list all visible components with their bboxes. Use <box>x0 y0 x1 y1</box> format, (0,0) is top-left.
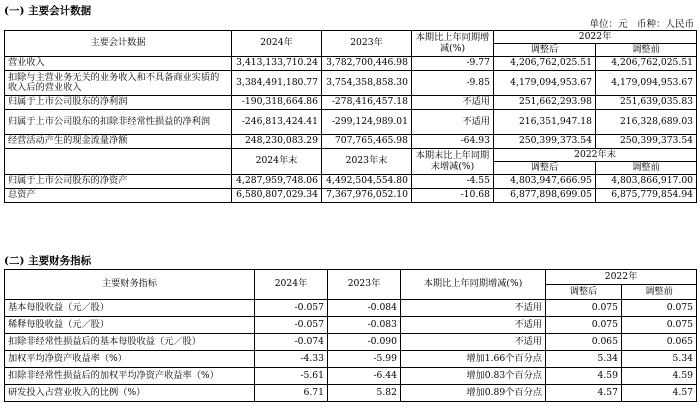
cell-adjusted: 4.57 <box>546 385 622 402</box>
header-before: 调整前 <box>596 44 697 57</box>
cell-adjusted: 251,662,293.98 <box>494 96 596 110</box>
cell-change: 增加0.83个百分点 <box>401 368 546 385</box>
cell-2024: 6.71 <box>255 385 328 402</box>
row-label: 归属于上市公司股东的净利润 <box>5 96 232 110</box>
cell-2024: -0.057 <box>255 317 328 334</box>
row-label: 归属于上市公司股东的扣除非经常性损益的净利润 <box>5 110 232 135</box>
header-change: 本期比上年同期增减(%) <box>412 31 494 57</box>
table-header-row-end <box>5 149 697 162</box>
row-label: 归属于上市公司股东的净资产 <box>5 175 232 189</box>
row-label: 扣除与主营业务无关的业务收入和不具备商业实质的收入后的营业收入 <box>5 71 232 96</box>
cell-2023: 4,492,504,554.80 <box>322 175 412 189</box>
header-2022-end: 2022年末 <box>494 149 697 162</box>
header-change: 本期比上年同期增减(%) <box>401 270 546 300</box>
row-label: 研发投入占营业收入的比例（%） <box>5 385 255 402</box>
cell-adjusted: 250,399,373.54 <box>494 135 596 149</box>
table-row <box>5 110 697 135</box>
header-adjusted: 调整后 <box>546 285 622 300</box>
cell-before: 4.59 <box>622 368 697 385</box>
accounting-data-table <box>4 30 697 203</box>
cell-change: -4.55 <box>412 175 494 189</box>
cell-2024: 248,230,083.29 <box>232 135 322 149</box>
cell-2023: -299,124,989.01 <box>322 110 412 135</box>
table-row <box>5 351 697 368</box>
cell-before: 4,803,866,917.00 <box>596 175 697 189</box>
header-change-end: 本期末比上年同期末增减(%) <box>412 149 494 175</box>
cell-2023: 5.82 <box>328 385 401 402</box>
cell-adjusted: 4,803,947,666.95 <box>494 175 596 189</box>
table-header-row <box>5 270 697 285</box>
cell-change: -10.68 <box>412 189 494 203</box>
cell-2023: 7,367,976,052.10 <box>322 189 412 203</box>
cell-change: -64.93 <box>412 135 494 149</box>
row-label: 扣除非经常性损益后的基本每股收益（元／股） <box>5 334 255 351</box>
cell-2023: -0.083 <box>328 317 401 334</box>
financial-indicators-table <box>4 269 697 402</box>
cell-before: 4,179,094,953.67 <box>596 71 697 96</box>
cell-2023: -0.090 <box>328 334 401 351</box>
cell-change: 不适用 <box>401 317 546 334</box>
row-label: 加权平均净资产收益率（%） <box>5 351 255 368</box>
cell-2024: -5.61 <box>255 368 328 385</box>
cell-adjusted: 5.34 <box>546 351 622 368</box>
cell-2024: 3,413,133,710.24 <box>232 57 322 71</box>
cell-2023: 707,765,465.98 <box>322 135 412 149</box>
table-row <box>5 385 697 402</box>
table-row <box>5 300 697 317</box>
table-row <box>5 317 697 334</box>
table-row <box>5 189 697 203</box>
cell-adjusted: 0.075 <box>546 317 622 334</box>
section-title-financial-indicators: (二) 主要财务指标 <box>4 255 92 267</box>
cell-2023: -0.084 <box>328 300 401 317</box>
cell-before: 6,875,779,854.94 <box>596 189 697 203</box>
cell-adjusted: 0.065 <box>546 334 622 351</box>
cell-before: 0.075 <box>622 300 697 317</box>
header-2022: 2022年 <box>494 31 697 44</box>
cell-before: 251,639,035.83 <box>596 96 697 110</box>
header-adjusted: 调整后 <box>494 44 596 57</box>
header-2023-end: 2023年末 <box>322 149 412 175</box>
header-adjusted-end: 调整后 <box>494 162 596 175</box>
cell-2023: -6.44 <box>328 368 401 385</box>
row-label: 经营活动产生的现金流量净额 <box>5 135 232 149</box>
cell-2024: -190,318,664.86 <box>232 96 322 110</box>
header-item: 主要财务指标 <box>5 270 255 300</box>
header-2023: 2023年 <box>328 270 401 300</box>
table-row <box>5 334 697 351</box>
cell-change: 不适用 <box>401 334 546 351</box>
unit-currency-note: 单位：元 币种：人民币 <box>589 19 694 30</box>
cell-2024: -4.33 <box>255 351 328 368</box>
row-label: 总资产 <box>5 189 232 203</box>
cell-2024: 3,384,491,180.77 <box>232 71 322 96</box>
cell-before: 4,206,762,025.51 <box>596 57 697 71</box>
cell-change: -9.77 <box>412 57 494 71</box>
cell-adjusted: 4,179,094,953.67 <box>494 71 596 96</box>
cell-change: 不适用 <box>401 300 546 317</box>
cell-2023: -278,416,457.18 <box>322 96 412 110</box>
header-2022: 2022年 <box>546 270 697 285</box>
table-row <box>5 57 697 71</box>
cell-adjusted: 4,206,762,025.51 <box>494 57 596 71</box>
cell-2023: -5.99 <box>328 351 401 368</box>
cell-before: 4.57 <box>622 385 697 402</box>
row-label: 营业收入 <box>5 57 232 71</box>
header-2024: 2024年 <box>255 270 328 300</box>
cell-2024: 4,287,959,748.06 <box>232 175 322 189</box>
cell-change: 不适用 <box>412 96 494 110</box>
row-label: 扣除非经常性损益后的加权平均净资产收益率（%） <box>5 368 255 385</box>
cell-change: -9.85 <box>412 71 494 96</box>
cell-adjusted: 0.075 <box>546 300 622 317</box>
cell-before: 216,328,689.03 <box>596 110 697 135</box>
cell-2024: -0.074 <box>255 334 328 351</box>
cell-before: 0.075 <box>622 317 697 334</box>
cell-2023: 3,782,700,446.98 <box>322 57 412 71</box>
cell-before: 5.34 <box>622 351 697 368</box>
row-label: 稀释每股收益（元／股） <box>5 317 255 334</box>
header-2024: 2024年 <box>232 31 322 57</box>
header-2024-end: 2024年末 <box>232 149 322 175</box>
table-row <box>5 368 697 385</box>
cell-change: 增加1.66个百分点 <box>401 351 546 368</box>
cell-change: 不适用 <box>412 110 494 135</box>
header-2023: 2023年 <box>322 31 412 57</box>
cell-2024: -246,813,424.41 <box>232 110 322 135</box>
cell-adjusted: 4.59 <box>546 368 622 385</box>
cell-before: 0.065 <box>622 334 697 351</box>
header-before-end: 调整前 <box>596 162 697 175</box>
table-row <box>5 175 697 189</box>
cell-before: 250,399,373.54 <box>596 135 697 149</box>
cell-adjusted: 216,351,947.18 <box>494 110 596 135</box>
header-item: 主要会计数据 <box>5 31 232 57</box>
section-title-accounting-data: (一) 主要会计数据 <box>4 5 92 17</box>
table-header-row <box>5 31 697 44</box>
cell-2024: -0.057 <box>255 300 328 317</box>
header-before: 调整前 <box>622 285 697 300</box>
table-row <box>5 135 697 149</box>
header-item-empty <box>5 149 232 175</box>
cell-change: 增加0.89个百分点 <box>401 385 546 402</box>
cell-2023: 3,754,358,858.30 <box>322 71 412 96</box>
row-label: 基本每股收益（元／股） <box>5 300 255 317</box>
table-row <box>5 71 697 96</box>
cell-adjusted: 6,877,898,699.05 <box>494 189 596 203</box>
cell-2024: 6,580,807,029.34 <box>232 189 322 203</box>
table-row <box>5 96 697 110</box>
